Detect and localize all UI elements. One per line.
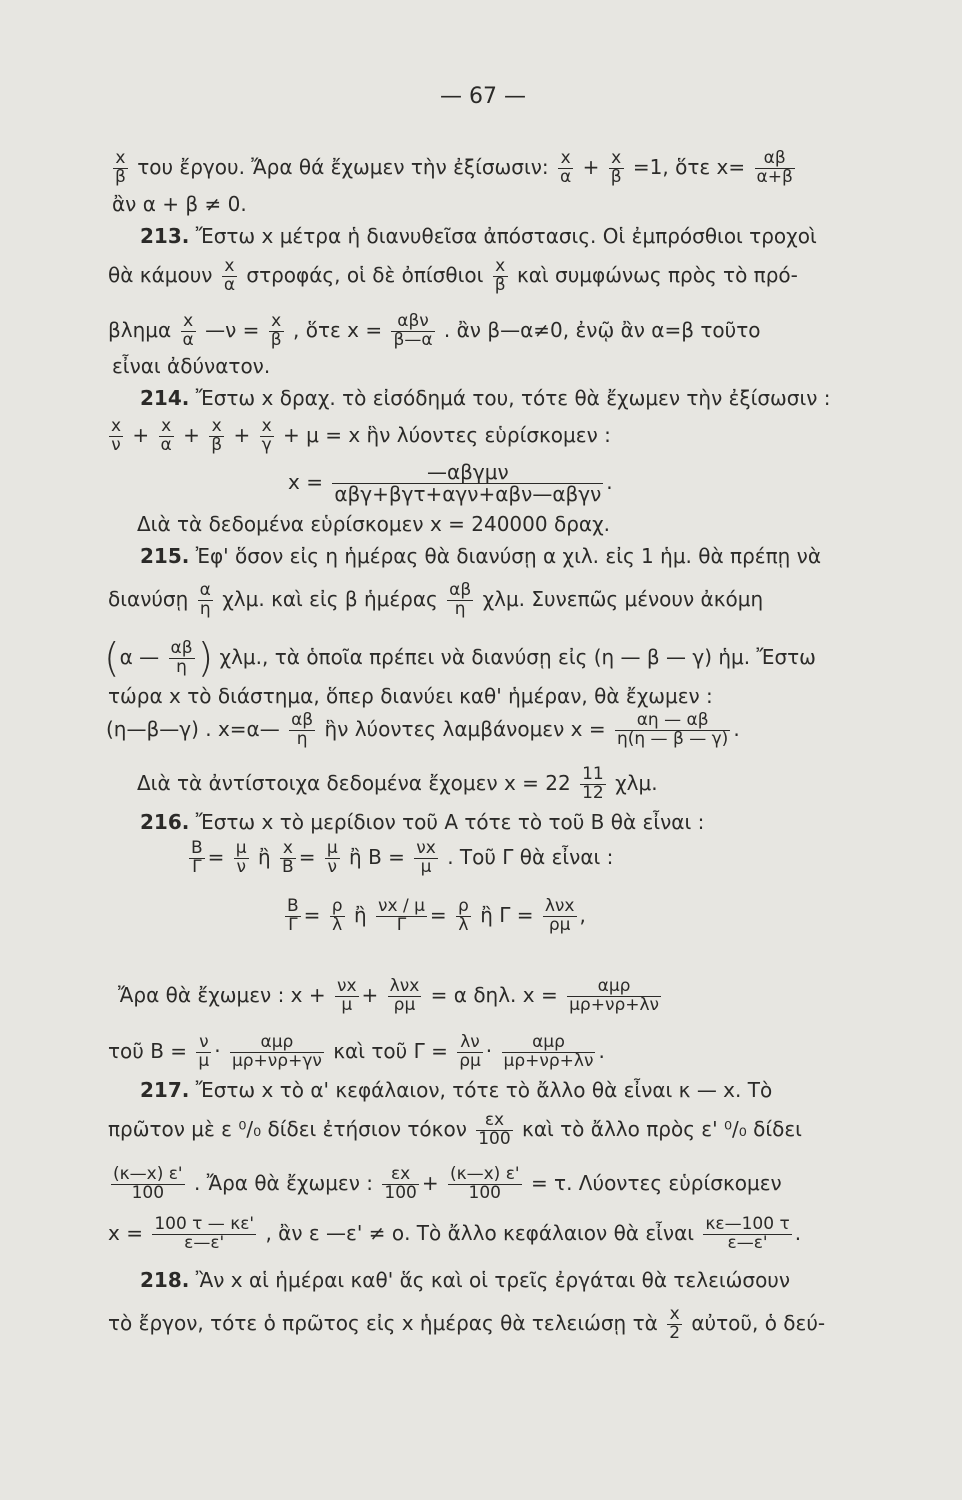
- fraction: λνx ρμ: [544, 896, 575, 935]
- equation: $\frac{B}{\Gamma}$ = $\frac{\rho}{\lambda}$ ἢ $\frac{\nu x / \mu}{\Gamma}$ = $\frac{\rho}{\lambda}$ ἢ Γ = λνx ρμ ,: [287, 896, 586, 935]
- text-line: Διὰ τὰ ἀντίστοιχα δεδομένα ἔχομεν x = 22 $\frac{11}{12}$ χλμ.: [137, 764, 658, 803]
- fraction: $\frac{x}{\beta}$: [211, 416, 223, 455]
- fraction: $\frac{x}{\alpha}$: [223, 256, 236, 295]
- paragraph-217: 217. Ἔστω x τὸ α' κεφάλαιον, τότε τὸ ἄλλο θὰ εἶναι κ — x. Τὸ: [140, 1078, 773, 1102]
- text-line: $\frac{(\kappa—x) \varepsilon'}{100}$ . Ἄρα θὰ ἔχωμεν : $\frac{\varepsilon x}{100}$ + $\frac{(\kappa—x) \varepsilon'}{100}$ = τ. Λύοντες εὑρίσκομεν: [113, 1164, 782, 1203]
- equation: $\frac{B}{\Gamma}$ = $\frac{\mu}{\nu}$ ἢ $\frac{x}{B}$ = $\frac{\mu}{\nu}$ ἢ Β = $\frac{\nu x}{\mu}$ . Τοῦ Γ θὰ εἶναι :: [191, 838, 614, 877]
- fraction: $\frac{11}{12}$: [582, 764, 604, 803]
- fraction: $\frac{100 \tau — \kappa\varepsilon'}{\varepsilon—\varepsilon'}$: [154, 1214, 255, 1253]
- fraction: $\frac{\varepsilon x}{100}$: [478, 1110, 511, 1149]
- fraction: λνx ρμ: [389, 976, 420, 1015]
- fraction: αβν β—α: [393, 311, 433, 350]
- text-line: τὸ ἔργον, τότε ὁ πρῶτος εἰς x ἡμέρας θὰ τελειώσῃ τὰ $\frac{x}{2}$ αὐτοῦ, ὁ δεύ-: [108, 1304, 826, 1343]
- fraction: $\frac{x}{\beta}$: [610, 148, 622, 187]
- fraction: $\frac{x}{\gamma}$: [261, 416, 272, 455]
- fraction: $\frac{(\kappa—x) \varepsilon'}{100}$: [113, 1164, 183, 1203]
- paragraph-218: 218. Ἂν x αἱ ἡμέραι καθ' ἅς καὶ οἱ τρεῖς ἐργάται θὰ τελειώσουν: [140, 1268, 791, 1292]
- fraction: $\frac{\nu}{\mu}$: [198, 1032, 210, 1071]
- equation: τοῦ Β = $\frac{\nu}{\mu}$ · αμρ μρ+νρ+γν καὶ τοῦ Γ = $\frac{\lambda\nu}{\rho\mu}$ · αμρ μρ+νρ+λν .: [108, 1032, 605, 1071]
- text-line: (η—β—γ) . x=α— $\frac{\alpha\beta}{\eta}$ ἣν λύοντες λαμβάνομεν x = $\frac{\alpha\eta — \alpha\beta}{\eta(\eta — \beta — \gamma)}$ .: [106, 710, 740, 749]
- fraction: αμρ μρ+νρ+γν: [231, 1032, 322, 1071]
- paragraph-213: 213. Ἔστω x μέτρα ἡ διανυθεῖσα ἀπόστασις. Οἱ ἐμπρόσθιοι τροχοὶ: [140, 224, 817, 248]
- fraction: $\frac{\mu}{\nu}$: [235, 838, 247, 877]
- text-line: ἂν α + β ≠ 0.: [112, 192, 247, 216]
- fraction: $\frac{B}{\Gamma}$: [287, 896, 299, 935]
- fraction: $\frac{B}{\Gamma}$: [191, 838, 203, 877]
- fraction: αμρ μρ+νρ+λν: [569, 976, 660, 1015]
- text-line: πρῶτον μὲ ε ⁰/₀ δίδει ἐτήσιον τόκον $\frac{\varepsilon x}{100}$ καὶ τὸ ἄλλο πρὸς ε' ⁰/₀ δίδει: [108, 1110, 802, 1149]
- text-line: διανύσῃ $\frac{\alpha}{\eta}$ χλμ. καὶ εἰς β ἡμέρας $\frac{\alpha\beta}{\eta}$ χλμ. Συνεπῶς μένουν ἀκόμη: [108, 580, 764, 619]
- text-line: (α — $\frac{\alpha\beta}{\eta}$ ) χλμ., τὰ ὁποῖα πρέπει νὰ διανύσῃ εἰς (η — β — γ) ἡμ. Ἔστω: [104, 635, 816, 682]
- text-line: $\frac{x}{\nu}$ + $\frac{x}{\alpha}$ + $\frac{x}{\beta}$ + $\frac{x}{\gamma}$ + μ = x ἣν λύοντες εὑρίσκομεν :: [111, 416, 611, 455]
- fraction: $\frac{x}{\alpha}$: [182, 311, 194, 350]
- text-line: εἶναι ἀδύνατον.: [112, 354, 271, 378]
- fraction: $\frac{x}{\beta}$: [115, 148, 126, 187]
- fraction: $\frac{x}{2}$: [669, 1304, 681, 1343]
- fraction: $\frac{x}{B}$: [282, 838, 294, 877]
- fraction: $\frac{\alpha}{\eta}$: [199, 580, 211, 619]
- fraction: $\frac{\kappa\varepsilon—100 \tau}{\varepsilon—\varepsilon'}$: [705, 1214, 790, 1253]
- text-line: Διὰ τὰ δεδομένα εὑρίσκομεν x = 240000 δραχ.: [137, 512, 610, 536]
- fraction: $\frac{\rho}{\lambda}$: [331, 896, 343, 935]
- equation: x = —αβγμν αβγ+βγτ+αγν+αβν—αβγν .: [288, 460, 613, 506]
- fraction: $\frac{\nu x}{\mu}$: [416, 838, 436, 877]
- fraction: $\frac{x}{\beta}$: [494, 256, 506, 295]
- paragraph-216: 216. Ἔστω x τὸ μερίδιον τοῦ Α τότε τὸ τοῦ Β θὰ εἶναι :: [140, 810, 705, 834]
- page-number: — 67 —: [440, 84, 526, 109]
- fraction: $\frac{(\kappa—x) \varepsilon'}{100}$: [449, 1164, 520, 1203]
- text-line: τώρα x τὸ διάστημα, ὅπερ διανύει καθ' ἡμέραν, θὰ ἔχωμεν :: [108, 684, 713, 708]
- text-line: $\frac{x}{\beta}$ του ἔργου. Ἄρα θά ἔχωμεν τὴν ἐξίσωσιν: $\frac{x}{\alpha}$ + $\frac{x}{\beta}$ =1, ὅτε x= $\frac{\alpha\beta}{\alpha+\beta}$: [115, 148, 793, 187]
- fraction: $\frac{\alpha\beta}{\alpha+\beta}$: [756, 148, 793, 187]
- fraction: $\frac{x}{\alpha}$: [160, 416, 172, 455]
- fraction: $\frac{x}{\nu}$: [111, 416, 122, 455]
- fraction: —αβγμν αβγ+βγτ+αγν+αβν—αβγν: [334, 460, 602, 506]
- text-line: θὰ κάμουν $\frac{x}{\alpha}$ στροφάς, οἱ δὲ ὀπίσθιοι $\frac{x}{\beta}$ καὶ συμφώνως πρὸς τὸ πρό-: [108, 256, 798, 295]
- fraction: $\frac{\rho}{\lambda}$: [458, 896, 469, 935]
- fraction: $\frac{\nu x}{\mu}$: [336, 976, 357, 1015]
- fraction: $\frac{x}{\alpha}$: [559, 148, 572, 187]
- paragraph-215: 215. Ἐφ' ὅσον εἰς η ἡμέρας θὰ διανύσῃ α χιλ. εἰς 1 ἡμ. θὰ πρέπῃ νὰ: [140, 544, 822, 568]
- equation: Ἄρα θὰ ἔχωμεν : x + $\frac{\nu x}{\mu}$ + λνx ρμ = α δηλ. x = αμρ μρ+νρ+λν: [118, 976, 660, 1015]
- fraction: $\frac{\mu}{\nu}$: [326, 838, 338, 877]
- fraction: $\frac{\alpha\beta}{\eta}$: [170, 638, 193, 677]
- fraction: $\frac{\alpha\beta}{\eta}$: [291, 710, 314, 749]
- paragraph-214: 214. Ἔστω x δραχ. τὸ εἰσόδημά του, τότε θὰ ἔχωμεν τὴν ἐξίσωσιν :: [140, 386, 831, 410]
- text-line: x = $\frac{100 \tau — \kappa\varepsilon'}{\varepsilon—\varepsilon'}$ , ἂν ε —ε' ≠ ο. Τὸ ἄλλο κεφάλαιον θὰ εἶναι $\frac{\kappa\varepsilon—100 \tau}{\varepsilon—\varepsilon'}$ .: [108, 1214, 802, 1253]
- fraction: $\frac{\lambda\nu}{\rho\mu}$: [459, 1032, 481, 1071]
- fraction: $\frac{\alpha\beta}{\eta}$: [449, 580, 472, 619]
- fraction: αμρ μρ+νρ+λν: [503, 1032, 594, 1071]
- fraction: $\frac{\varepsilon x}{100}$: [384, 1164, 417, 1203]
- fraction: $\frac{x}{\beta}$: [270, 311, 282, 350]
- fraction: $\frac{\alpha\eta — \alpha\beta}{\eta(\eta — \beta — \gamma)}$: [616, 710, 729, 749]
- fraction: $\frac{\nu x / \mu}{\Gamma}$: [378, 896, 425, 935]
- text-line: βλημα $\frac{x}{\alpha}$ —ν = $\frac{x}{\beta}$ , ὅτε x = αβν β—α . ἂν β—α≠0, ἐνῷ ἂν α=β τοῦτο: [108, 311, 761, 350]
